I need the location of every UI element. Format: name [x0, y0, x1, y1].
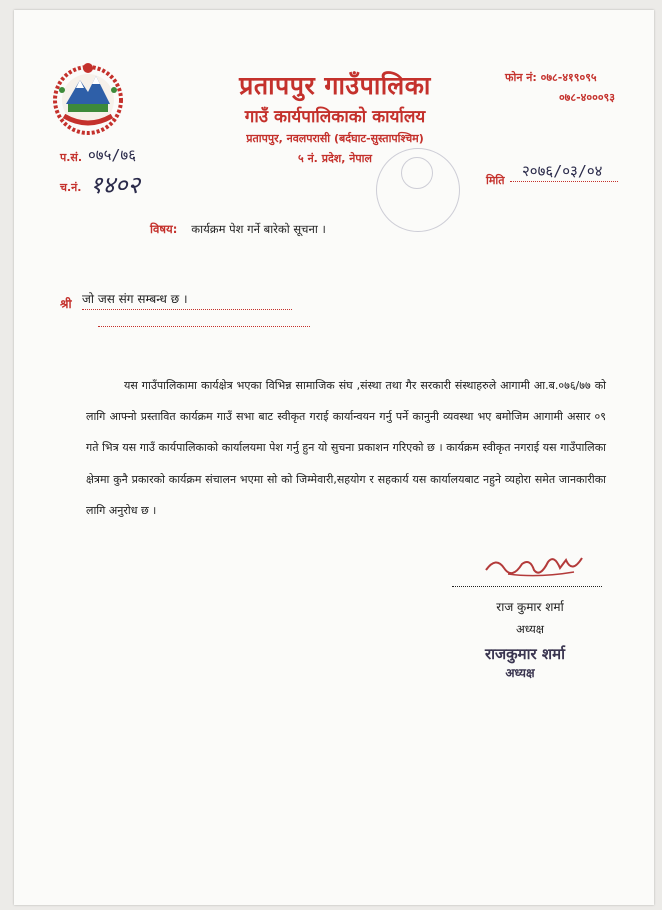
signature-line	[452, 585, 602, 587]
office-name: गाउँ कार्यपालिकाको कार्यालय	[244, 107, 426, 127]
province-line: ५ नं. प्रदेश, नेपाल	[298, 152, 372, 165]
signatory-name: राज कुमार शर्मा	[496, 600, 564, 614]
subject-line	[150, 222, 326, 237]
office-stamp	[376, 148, 460, 232]
signatory-title: अध्यक्ष	[515, 622, 545, 636]
subject-label: विषय:	[150, 222, 178, 236]
subject-text: कार्यक्रम पेश गर्ने बारेको सूचना ।	[191, 222, 326, 236]
nepal-emblem-icon	[50, 60, 126, 136]
date-underline	[510, 180, 618, 182]
addressee-label: श्री	[60, 297, 72, 311]
office-address: प्रतापपुर, नवलपरासी (बर्दघाट-सुस्तापश्चिम)	[246, 132, 424, 145]
notice-body: यस गाउँपालिकामा कार्यक्षेत्र भएका विभिन्न सामाजिक संघ ,संस्था तथा गैर सरकारी संस्थाहरुले आगामी आ.ब.०७६/७७ को लागि आफ्नो प्रस्तावित कार्यक्रम गाउँ सभा बाट स्वीकृत गराई कार्यान्वयन गर्नु पर्ने कानुनी व्यवस्था भए बमोजिम आगामी असार ०९ गते भित्र यस गाउँ कार्यपालिकाको कार्यालयमा पेश गर्नु हुन यो सुचना प्रकाशन गरिएको छ । कार्यक्रम स्वीकृत नगराई यस गाउँपालिका क्षेत्रमा कुनै प्रकारको कार्यक्रम संचालन भएमा सो को जिम्मेवारी,सहयोग र सहकार्य यस कार्यालयबाट नहुने व्यहोरा समेत जानकारीका लागि अनुरोध छ ।	[86, 379, 606, 517]
addressee-text: जो जस संग सम्बन्ध छ ।	[82, 290, 292, 310]
name-stamp: राजकुमार शर्मा	[485, 645, 565, 663]
ps-value: ०७५/७६	[88, 146, 137, 164]
handwritten-signature	[478, 548, 588, 582]
phone-number-2: ०७८-४०००९३	[558, 91, 615, 104]
addressee-underline	[98, 325, 310, 327]
cn-value: १४०२	[90, 171, 140, 199]
ps-label: प.सं.	[60, 151, 83, 164]
municipality-title: प्रतापपुर गाउँपालिका	[239, 71, 431, 100]
cn-label: च.नं.	[60, 181, 82, 194]
date-value: २०७६/०३/०४	[522, 162, 603, 180]
title-stamp: अध्यक्ष	[505, 666, 535, 680]
phone-number-1: फोन नं: ०७८-४१९०९५	[505, 71, 597, 84]
date-label: मिति	[486, 174, 505, 187]
